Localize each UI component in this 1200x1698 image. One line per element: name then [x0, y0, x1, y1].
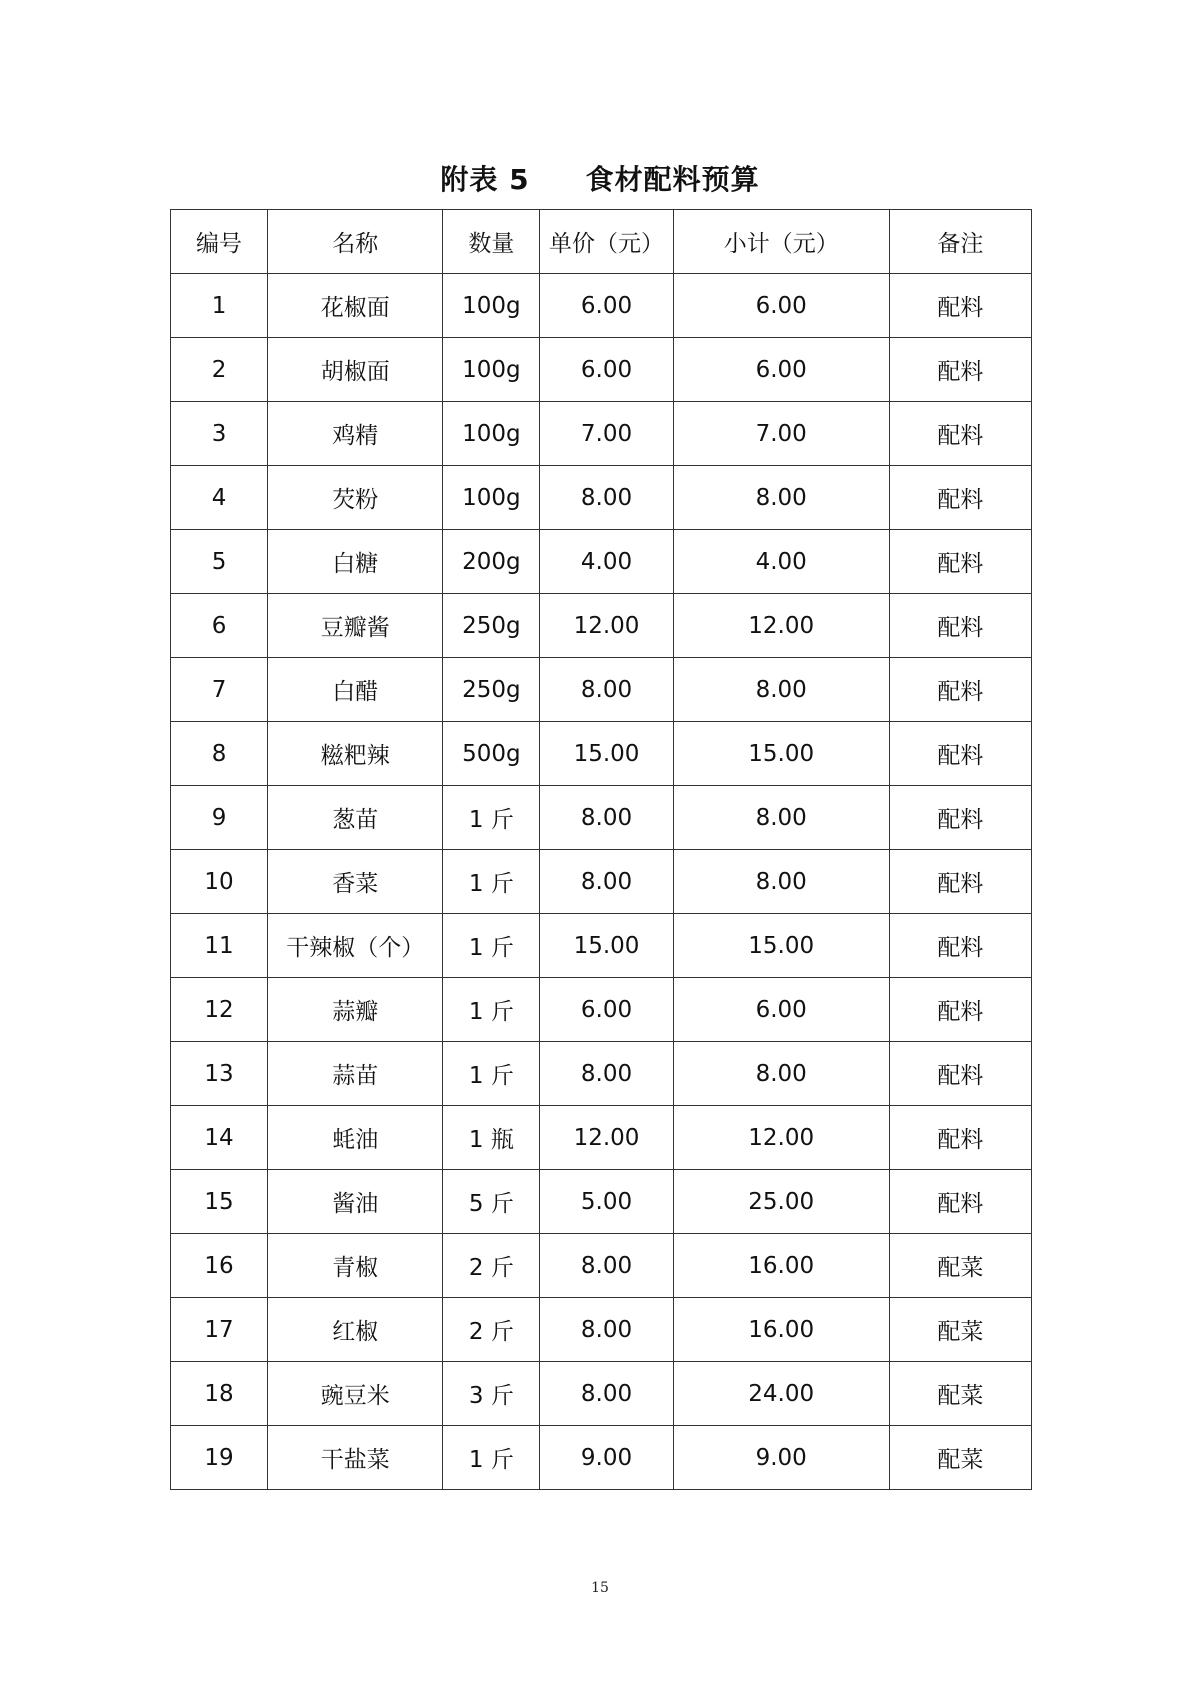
table-row	[171, 1042, 1032, 1106]
header-quantity: 数量	[443, 210, 540, 274]
cell-name: 豆瓣酱	[268, 594, 443, 658]
table-body	[171, 274, 1032, 1490]
table-row	[171, 1234, 1032, 1298]
cell-note: 配料	[889, 274, 1031, 338]
cell-quantity: 2 斤	[443, 1234, 540, 1298]
cell-quantity: 250g	[443, 594, 540, 658]
cell-name: 香菜	[268, 850, 443, 914]
cell-note: 配菜	[889, 1234, 1031, 1298]
cell-number: 16	[171, 1234, 268, 1298]
cell-subtotal: 12.00	[673, 594, 889, 658]
cell-quantity: 500g	[443, 722, 540, 786]
cell-note: 配料	[889, 722, 1031, 786]
cell-number: 18	[171, 1362, 268, 1426]
cell-name: 糍粑辣	[268, 722, 443, 786]
cell-number: 3	[171, 402, 268, 466]
table-row	[171, 1362, 1032, 1426]
cell-subtotal: 12.00	[673, 1106, 889, 1170]
cell-name: 豌豆米	[268, 1362, 443, 1426]
cell-quantity: 1 斤	[443, 1426, 540, 1490]
cell-quantity: 100g	[443, 402, 540, 466]
cell-note: 配料	[889, 1170, 1031, 1234]
cell-name: 白醋	[268, 658, 443, 722]
cell-unit-price: 8.00	[540, 466, 673, 530]
cell-unit-price: 15.00	[540, 914, 673, 978]
table-row	[171, 850, 1032, 914]
cell-subtotal: 15.00	[673, 722, 889, 786]
cell-note: 配料	[889, 914, 1031, 978]
cell-name: 葱苗	[268, 786, 443, 850]
cell-subtotal: 6.00	[673, 978, 889, 1042]
cell-number: 19	[171, 1426, 268, 1490]
cell-quantity: 100g	[443, 466, 540, 530]
cell-number: 2	[171, 338, 268, 402]
cell-note: 配料	[889, 338, 1031, 402]
cell-note: 配料	[889, 978, 1031, 1042]
cell-name: 红椒	[268, 1298, 443, 1362]
cell-unit-price: 8.00	[540, 1362, 673, 1426]
page-number: 15	[591, 1580, 609, 1596]
cell-unit-price: 5.00	[540, 1170, 673, 1234]
cell-number: 6	[171, 594, 268, 658]
cell-name: 胡椒面	[268, 338, 443, 402]
cell-unit-price: 8.00	[540, 850, 673, 914]
cell-quantity: 1 瓶	[443, 1106, 540, 1170]
cell-note: 配料	[889, 850, 1031, 914]
cell-unit-price: 12.00	[540, 1106, 673, 1170]
cell-subtotal: 7.00	[673, 402, 889, 466]
cell-subtotal: 8.00	[673, 786, 889, 850]
cell-name: 干辣椒（个）	[268, 914, 443, 978]
cell-name: 鸡精	[268, 402, 443, 466]
cell-note: 配料	[889, 466, 1031, 530]
cell-subtotal: 8.00	[673, 850, 889, 914]
cell-number: 5	[171, 530, 268, 594]
cell-number: 13	[171, 1042, 268, 1106]
table-row	[171, 530, 1032, 594]
cell-number: 9	[171, 786, 268, 850]
cell-note: 配料	[889, 402, 1031, 466]
cell-quantity: 1 斤	[443, 786, 540, 850]
cell-subtotal: 6.00	[673, 274, 889, 338]
table-row	[171, 1426, 1032, 1490]
cell-unit-price: 6.00	[540, 978, 673, 1042]
cell-note: 配料	[889, 530, 1031, 594]
cell-unit-price: 6.00	[540, 338, 673, 402]
cell-subtotal: 8.00	[673, 1042, 889, 1106]
table-row	[171, 914, 1032, 978]
cell-unit-price: 8.00	[540, 1042, 673, 1106]
cell-note: 配菜	[889, 1426, 1031, 1490]
cell-number: 14	[171, 1106, 268, 1170]
cell-unit-price: 7.00	[540, 402, 673, 466]
cell-number: 15	[171, 1170, 268, 1234]
cell-subtotal: 4.00	[673, 530, 889, 594]
cell-unit-price: 8.00	[540, 658, 673, 722]
cell-number: 4	[171, 466, 268, 530]
cell-unit-price: 8.00	[540, 1298, 673, 1362]
cell-name: 干盐菜	[268, 1426, 443, 1490]
cell-unit-price: 4.00	[540, 530, 673, 594]
table-row	[171, 786, 1032, 850]
cell-unit-price: 15.00	[540, 722, 673, 786]
table-row	[171, 466, 1032, 530]
cell-subtotal: 16.00	[673, 1298, 889, 1362]
cell-subtotal: 24.00	[673, 1362, 889, 1426]
cell-name: 酱油	[268, 1170, 443, 1234]
cell-unit-price: 8.00	[540, 786, 673, 850]
cell-name: 芡粉	[268, 466, 443, 530]
ingredient-budget-table	[170, 209, 1032, 1490]
cell-number: 12	[171, 978, 268, 1042]
cell-subtotal: 8.00	[673, 466, 889, 530]
table-header-row	[171, 210, 1032, 274]
table-row	[171, 1170, 1032, 1234]
cell-name: 蒜苗	[268, 1042, 443, 1106]
cell-subtotal: 9.00	[673, 1426, 889, 1490]
cell-number: 17	[171, 1298, 268, 1362]
header-number: 编号	[171, 210, 268, 274]
cell-quantity: 100g	[443, 338, 540, 402]
cell-quantity: 2 斤	[443, 1298, 540, 1362]
cell-number: 8	[171, 722, 268, 786]
cell-number: 7	[171, 658, 268, 722]
cell-unit-price: 9.00	[540, 1426, 673, 1490]
cell-name: 花椒面	[268, 274, 443, 338]
cell-quantity: 1 斤	[443, 850, 540, 914]
cell-name: 白糖	[268, 530, 443, 594]
cell-quantity: 5 斤	[443, 1170, 540, 1234]
cell-note: 配菜	[889, 1362, 1031, 1426]
cell-unit-price: 12.00	[540, 594, 673, 658]
cell-subtotal: 16.00	[673, 1234, 889, 1298]
cell-unit-price: 6.00	[540, 274, 673, 338]
cell-number: 10	[171, 850, 268, 914]
cell-note: 配菜	[889, 1298, 1031, 1362]
table-row	[171, 722, 1032, 786]
table-row	[171, 978, 1032, 1042]
header-name: 名称	[268, 210, 443, 274]
cell-quantity: 100g	[443, 274, 540, 338]
cell-quantity: 3 斤	[443, 1362, 540, 1426]
header-note: 备注	[889, 210, 1031, 274]
cell-subtotal: 6.00	[673, 338, 889, 402]
cell-quantity: 1 斤	[443, 978, 540, 1042]
table-row	[171, 1106, 1032, 1170]
cell-name: 青椒	[268, 1234, 443, 1298]
cell-name: 蚝油	[268, 1106, 443, 1170]
cell-note: 配料	[889, 594, 1031, 658]
cell-quantity: 1 斤	[443, 1042, 540, 1106]
table-row	[171, 402, 1032, 466]
table-row	[171, 338, 1032, 402]
cell-note: 配料	[889, 658, 1031, 722]
cell-number: 11	[171, 914, 268, 978]
cell-subtotal: 25.00	[673, 1170, 889, 1234]
cell-note: 配料	[889, 1106, 1031, 1170]
cell-quantity: 1 斤	[443, 914, 540, 978]
header-unit-price: 单价（元）	[540, 210, 673, 274]
cell-note: 配料	[889, 1042, 1031, 1106]
cell-note: 配料	[889, 786, 1031, 850]
table-title-main: 食材配料预算	[585, 163, 760, 196]
cell-unit-price: 8.00	[540, 1234, 673, 1298]
table-row	[171, 1298, 1032, 1362]
table-row	[171, 658, 1032, 722]
table-title-prefix: 附表 5	[440, 163, 530, 196]
cell-subtotal: 15.00	[673, 914, 889, 978]
table-row	[171, 594, 1032, 658]
cell-subtotal: 8.00	[673, 658, 889, 722]
cell-quantity: 200g	[443, 530, 540, 594]
table-row	[171, 274, 1032, 338]
cell-name: 蒜瓣	[268, 978, 443, 1042]
cell-number: 1	[171, 274, 268, 338]
table-title	[0, 158, 1200, 198]
header-subtotal: 小计（元）	[673, 210, 889, 274]
cell-quantity: 250g	[443, 658, 540, 722]
